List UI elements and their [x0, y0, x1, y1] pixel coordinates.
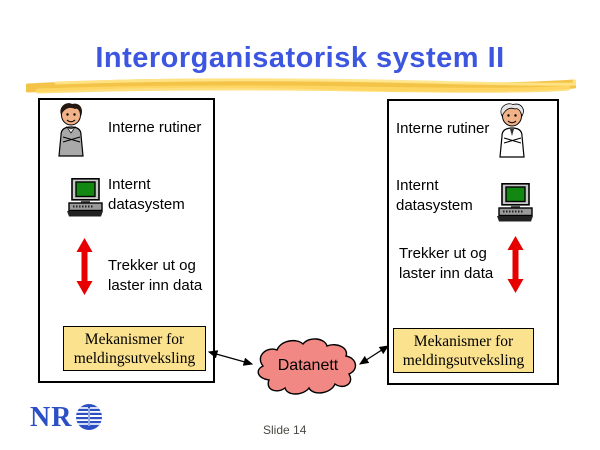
computer-icon: [65, 178, 105, 222]
computer-icon: [495, 183, 535, 227]
label-interne-rutiner: Interne rutiner: [396, 120, 490, 137]
label-internt-datasystem: Internt datasystem: [108, 176, 185, 213]
striped-globe-icon: [75, 403, 103, 436]
right-organization-panel: [387, 99, 559, 385]
nr-logo-text: NR: [30, 402, 73, 433]
nr-logo: [30, 402, 103, 434]
left-mechanisms-box: Mekanismer for meldingsutveksling: [63, 326, 206, 371]
person-icon: [494, 103, 530, 163]
connector-arrows: [200, 338, 400, 383]
cloud-label: Datanett: [277, 357, 339, 374]
left-organization-panel: [38, 98, 215, 383]
red-double-arrow-icon: [76, 238, 93, 300]
page-title: Interorganisatorisk system II: [95, 42, 505, 74]
person-icon: [53, 102, 89, 162]
label-trekker-ut: Trekker ut og laster inn data: [399, 245, 494, 282]
slide-number: Slide 14: [263, 423, 307, 437]
right-mechanisms-box: Mekanismer for meldingsutveksling: [393, 328, 534, 373]
label-interne-rutiner: Interne rutiner: [108, 119, 202, 136]
label-trekker-ut: Trekker ut og laster inn data: [108, 257, 203, 294]
label-internt-datasystem: Internt datasystem: [396, 177, 473, 214]
red-double-arrow-icon: [507, 236, 524, 298]
